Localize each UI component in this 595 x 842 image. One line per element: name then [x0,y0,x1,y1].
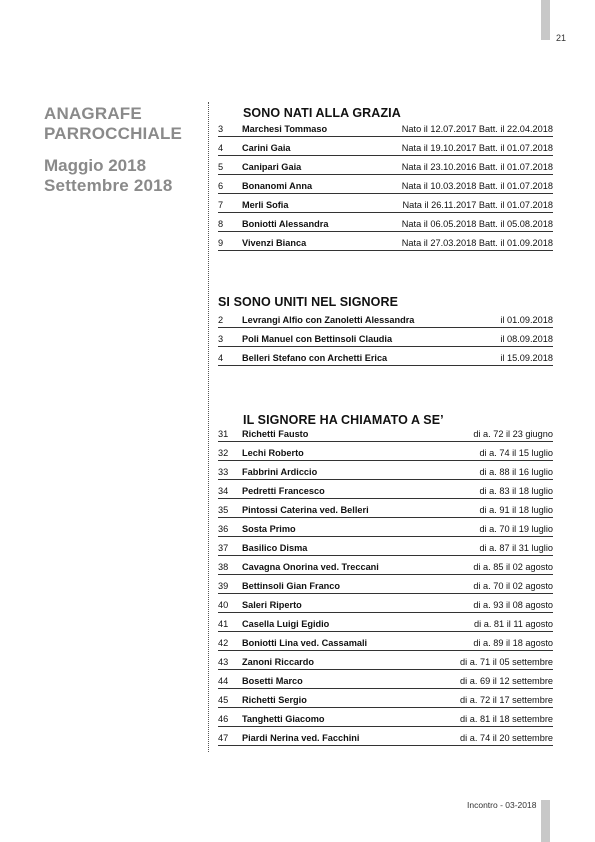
deaths-list [218,423,553,746]
entry-number: 41 [218,619,242,632]
entry-detail: Nata il 26.11.2017 Batt. il 01.07.2018 [402,200,553,213]
entry-detail: di a. 71 il 05 settembre [460,657,553,670]
list-item [218,309,553,328]
entry-name: Merli Sofia [242,200,402,213]
entry-number: 4 [218,353,242,366]
sidebar-period-line2: Settembre 2018 [44,176,173,195]
entry-number: 47 [218,733,242,746]
entry-name: Casella Luigi Egidio [242,619,474,632]
entry-name: Pedretti Francesco [242,486,479,499]
list-item [218,461,553,480]
entry-name: Bonanomi Anna [242,181,402,194]
entry-number: 32 [218,448,242,461]
list-item [218,423,553,442]
entry-number: 3 [218,334,242,347]
list-item [218,632,553,651]
entry-name: Marchesi Tommaso [242,124,402,137]
entry-detail: di a. 74 il 15 luglio [479,448,553,461]
entry-detail: di a. 85 il 02 agosto [473,562,553,575]
entry-number: 44 [218,676,242,689]
entry-name: Lechi Roberto [242,448,479,461]
entry-detail: di a. 72 il 17 settembre [460,695,553,708]
entry-number: 39 [218,581,242,594]
entry-number: 36 [218,524,242,537]
entry-detail: Nato il 12.07.2017 Batt. il 22.04.2018 [402,124,553,137]
list-item [218,518,553,537]
page-number: 21 [556,33,567,43]
entry-name: Canipari Gaia [242,162,402,175]
footer-text: Incontro - 03-2018 [467,800,537,810]
entry-name: Basilico Disma [242,543,479,556]
entry-detail: il 15.09.2018 [500,353,553,366]
entry-number: 6 [218,181,242,194]
entry-number: 40 [218,600,242,613]
entry-number: 42 [218,638,242,651]
entry-name: Tanghetti Giacomo [242,714,460,727]
entry-name: Levrangi Alfio con Zanoletti Alessandra [242,315,500,328]
page-edge-tab-bottom [541,800,550,842]
list-item [218,651,553,670]
entry-number: 35 [218,505,242,518]
list-item [218,137,553,156]
entry-name: Bettinsoli Gian Franco [242,581,473,594]
entry-name: Zanoni Riccardo [242,657,460,670]
page-edge-tab-top [541,0,550,40]
entry-detail: di a. 91 il 18 luglio [479,505,553,518]
list-item [218,347,553,366]
entry-number: 34 [218,486,242,499]
entry-detail: Nata il 19.10.2017 Batt. il 01.07.2018 [402,143,553,156]
entry-number: 37 [218,543,242,556]
marriages-heading: SI SONO UNITI NEL SIGNORE [218,295,399,309]
entry-detail: di a. 87 il 31 luglio [479,543,553,556]
entry-name: Saleri Riperto [242,600,473,613]
entry-detail: di a. 81 il 18 settembre [460,714,553,727]
list-item [218,613,553,632]
entry-name: Poli Manuel con Bettinsoli Claudia [242,334,500,347]
entry-detail: Nata il 10.03.2018 Batt. il 01.07.2018 [402,181,553,194]
list-item [218,480,553,499]
entry-number: 33 [218,467,242,480]
entry-number: 46 [218,714,242,727]
list-item [218,594,553,613]
list-item [218,194,553,213]
entry-number: 4 [218,143,242,156]
sidebar-period-line1: Maggio 2018 [44,156,147,175]
entry-name: Cavagna Onorina ved. Treccani [242,562,473,575]
entry-number: 7 [218,200,242,213]
births-heading: SONO NATI ALLA GRAZIA [243,106,401,120]
entry-detail: di a. 70 il 02 agosto [473,581,553,594]
entry-detail: di a. 69 il 12 settembre [460,676,553,689]
list-item [218,175,553,194]
list-item [218,442,553,461]
dotted-divider [208,102,209,752]
list-item [218,328,553,347]
entry-number: 45 [218,695,242,708]
entry-name: Boniotti Lina ved. Cassamali [242,638,473,651]
marriages-list [218,309,553,366]
entry-number: 2 [218,315,242,328]
entry-number: 5 [218,162,242,175]
list-item [218,708,553,727]
entry-number: 9 [218,238,242,251]
entry-name: Vivenzi Bianca [242,238,402,251]
list-item [218,689,553,708]
sidebar-title-line1: ANAGRAFE [44,104,142,123]
entry-name: Richetti Sergio [242,695,460,708]
list-item [218,727,553,746]
entry-name: Pintossi Caterina ved. Belleri [242,505,479,518]
entry-name: Sosta Primo [242,524,479,537]
list-item [218,499,553,518]
list-item [218,670,553,689]
entry-number: 43 [218,657,242,670]
list-item [218,118,553,137]
list-item [218,213,553,232]
entry-detail: di a. 70 il 19 luglio [479,524,553,537]
entry-detail: di a. 93 il 08 agosto [473,600,553,613]
entry-detail: di a. 88 il 16 luglio [479,467,553,480]
entry-name: Fabbrini Ardiccio [242,467,479,480]
entry-name: Boniotti Alessandra [242,219,402,232]
list-item [218,537,553,556]
list-item [218,556,553,575]
entry-name: Belleri Stefano con Archetti Erica [242,353,500,366]
entry-detail: di a. 72 il 23 giugno [473,429,553,442]
list-item [218,232,553,251]
entry-number: 8 [218,219,242,232]
entry-detail: di a. 74 il 20 settembre [460,733,553,746]
entry-detail: il 08.09.2018 [500,334,553,347]
sidebar-title [44,104,182,196]
entry-detail: di a. 89 il 18 agosto [473,638,553,651]
entry-detail: di a. 81 il 11 agosto [474,619,553,632]
sidebar-title-line2: PARROCCHIALE [44,124,183,143]
entry-detail: il 01.09.2018 [500,315,553,328]
births-list [218,118,553,251]
entry-number: 31 [218,429,242,442]
entry-number: 38 [218,562,242,575]
entry-detail: Nata il 06.05.2018 Batt. il 05.08.2018 [402,219,553,232]
entry-name: Richetti Fausto [242,429,473,442]
deaths-heading: IL SIGNORE HA CHIAMATO A SE’ [243,413,444,427]
entry-name: Carini Gaia [242,143,402,156]
entry-name: Piardi Nerina ved. Facchini [242,733,460,746]
entry-detail: Nata il 23.10.2016 Batt. il 01.07.2018 [402,162,553,175]
entry-detail: di a. 83 il 18 luglio [479,486,553,499]
list-item [218,575,553,594]
entry-name: Bosetti Marco [242,676,460,689]
entry-number: 3 [218,124,242,137]
entry-detail: Nata il 27.03.2018 Batt. il 01.09.2018 [402,238,553,251]
list-item [218,156,553,175]
